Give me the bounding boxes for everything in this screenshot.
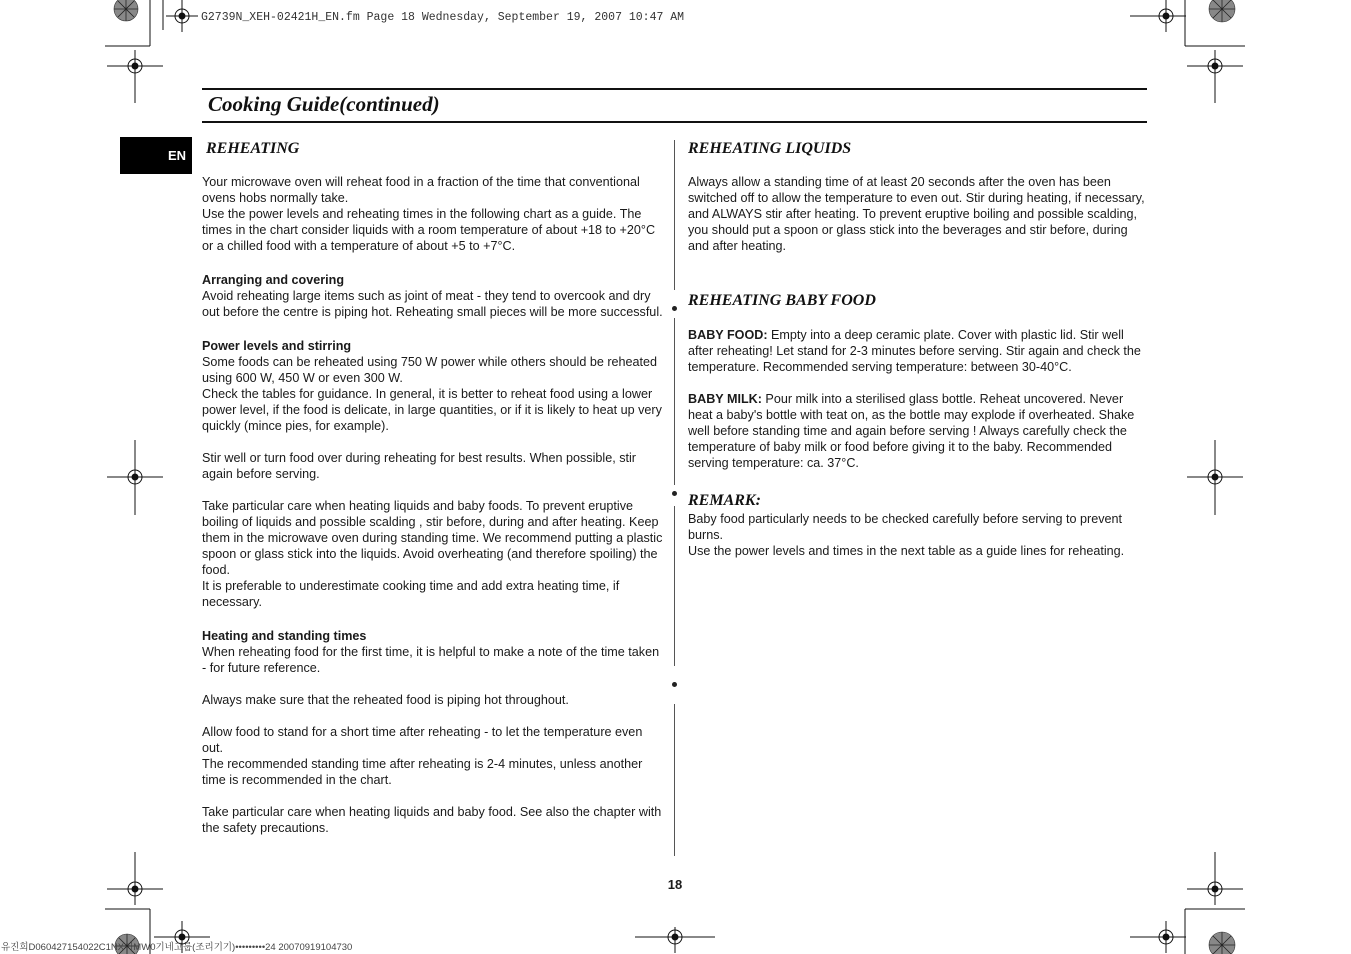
heating-text-4: The recommended standing time after reheating is 2-4 minutes, unless another time is recommended in the chart. [202,757,643,787]
column-divider [674,318,675,485]
intro-paragraph-1: Your microwave oven will reheat food in a fraction of the time that conventional ovens hobs normally take. [202,175,640,205]
heating-text-3: Allow food to stand for a short time after reheating - to let the temperature even out. [202,725,643,755]
remark-text-2: Use the power levels and times in the next table as a guide lines for reheating. [688,544,1125,558]
language-tab-label: EN [167,148,186,163]
reheating-baby-food-heading: REHEATING BABY FOOD [688,292,876,309]
column-divider [674,506,675,666]
language-tab [120,137,192,174]
remark-text-1: Baby food particularly needs to be checked carefully before serving to prevent burns. [688,512,1123,542]
baby-food-paragraph [688,327,1148,375]
reheating-liquids-heading: REHEATING LIQUIDS [688,140,852,157]
arranging-title: Arranging and covering [202,273,345,287]
left-column [202,174,664,836]
heating-text-2: Always make sure that the reheated food is piping hot throughout. [202,693,569,707]
baby-food-text: Empty into a deep ceramic plate. Cover with plastic lid. Stir well after reheating! Let stand for 2-3 minutes before serving. Stir again and check the temperature. Recommended serving temperature: between 30-40°C. [688,328,1141,374]
arranging-text: Avoid reheating large items such as joint of meat - they tend to overcook and dry out before the centre is piping hot. Reheating small pieces will be more successful. [202,289,663,319]
heating-text-1: When reheating food for the first time, it is helpful to make a note of the time taken - for future reference. [202,645,660,675]
intro-paragraph-2: Use the power levels and reheating times in the following chart as a guide. The times in the chart consider liquids with a room temperature of about +18 to +20°C or a chilled food with a temperature of about +5 to +7°C. [202,207,656,253]
power-text-3: Stir well or turn food over during reheating for best results. When possible, stir again before serving. [202,451,636,481]
baby-food-label: BABY FOOD: [688,328,768,342]
baby-food-block [688,327,1148,471]
power-title: Power levels and stirring [202,339,352,353]
power-text-1: Some foods can be reheated using 750 W power while others should be reheated using 600 W, 450 W or even 300 W. [202,355,658,385]
title-bar [202,88,1147,123]
baby-milk-label: BABY MILK: [688,392,762,406]
remark-block [688,511,1148,559]
baby-milk-paragraph [688,391,1148,471]
divider-dot [672,306,677,311]
power-text-5: It is preferable to underestimate cooking time and add extra heating time, if necessary. [202,579,620,609]
remark-heading: REMARK: [688,492,761,509]
heating-title: Heating and standing times [202,629,367,643]
page-title: Cooking Guide(continued) [208,92,440,116]
print-header: G2739N_XEH-02421H_EN.fm Page 18 Wednesday, September 19, 2007 10:47 AM [201,11,685,24]
baby-milk-text: Pour milk into a sterilised glass bottle. Reheat uncovered. Never heat a baby's bottle with teat on, as the bottle may explode if overheated. Shake well before standing time and again before serving ! Always carefully check the temperature of baby milk or food before giving it to the baby. Recommended serving temperature: ca. 37°C. [688,392,1135,470]
divider-dot [672,491,677,496]
divider-dot [672,682,677,687]
column-divider [674,140,675,290]
column-divider [674,704,675,856]
heating-text-5: Take particular care when heating liquids and baby food. See also the chapter with the safety precautions. [202,805,662,835]
reheating-heading: REHEATING [206,140,300,157]
power-text-4: Take particular care when heating liquids and baby foods. To prevent eruptive boiling of liquids and possible scalding , stir before, during and after heating. Keep them in the microwave oven during standing time. We recommend putting a plastic spoon or glass stick into the liquids. Avoid overheating (and therefore spoiling) the food. [202,499,663,577]
power-text-2: Check the tables for guidance. In general, it is better to reheat food using a lower power level, if the food is delicate, in large quantities, or if it is likely to heat up very quickly (mince pies, for example). [202,387,662,433]
page-number: 18 [667,877,683,892]
liquids-text: Always allow a standing time of at least 20 seconds after the oven has been switched off to allow the temperature to even out. Stir during heating, if necessary, and ALWAYS stir after heating. To prevent eruptive boiling and possible scalding, you should put a spoon or glass stick into the beverages and stir before, during and after heating. [688,175,1145,253]
print-footer: 유진희D060427154022C1NX이MW0기네고룹(조리기기)•••••••••24 20070919104730 [1,942,353,953]
